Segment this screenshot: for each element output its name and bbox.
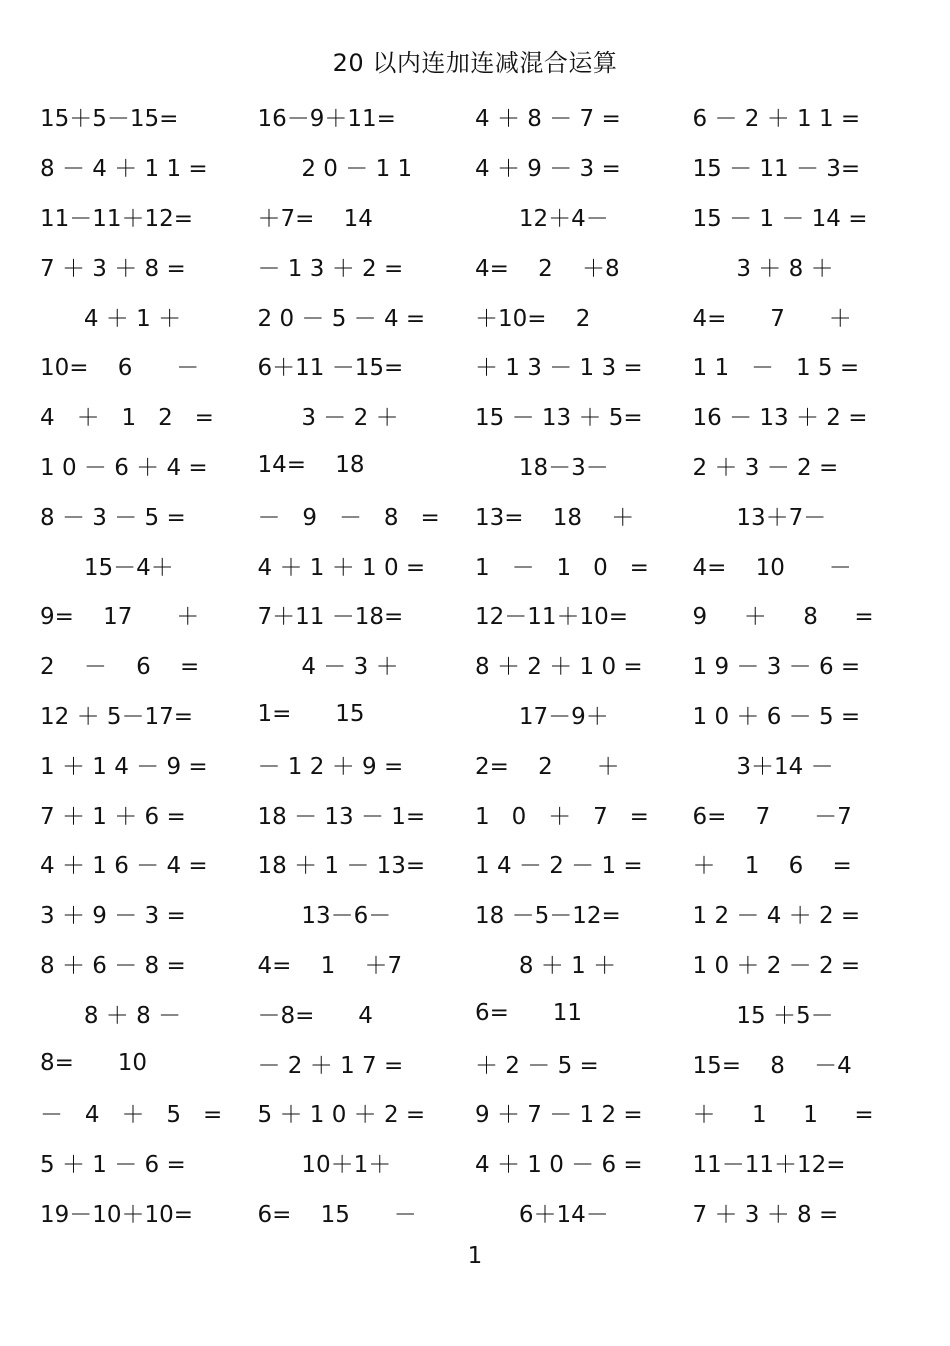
arithmetic-problem: 12＋4－	[475, 205, 609, 232]
arithmetic-problem: 2= 2 ＋	[475, 753, 620, 780]
arithmetic-problem: 1= 15	[257, 701, 365, 728]
problem-row	[40, 789, 910, 839]
problem-row	[40, 540, 910, 590]
arithmetic-problem: ＋ 1 3 － 1 3 =	[475, 355, 643, 382]
arithmetic-problem: 10= 6 －	[40, 355, 200, 382]
arithmetic-problem: 6＋11 －15=	[257, 355, 404, 382]
arithmetic-problem: － 4 ＋ 5 =	[40, 1102, 223, 1129]
problem-row	[40, 939, 910, 989]
problem-row	[40, 441, 910, 491]
arithmetic-problem: 1 4 － 2 － 1 =	[475, 853, 643, 880]
problem-row	[40, 590, 910, 640]
arithmetic-problem: 8 ＋ 8 －	[40, 1002, 182, 1029]
problem-row	[40, 1088, 910, 1138]
arithmetic-problem: ＋ 2 － 5 =	[475, 1052, 599, 1079]
arithmetic-problem: 18 ＋ 1 － 13=	[257, 853, 426, 880]
arithmetic-problem: － 9 － 8 =	[257, 504, 440, 531]
problem-row	[40, 1138, 910, 1188]
arithmetic-problem: 8 ＋ 2 ＋ 1 0 =	[475, 654, 643, 681]
problem-row	[40, 739, 910, 789]
arithmetic-problem: 8= 10	[40, 1050, 148, 1077]
arithmetic-problem: 13－6－	[257, 903, 392, 930]
arithmetic-problem: 4 － 3 ＋	[257, 654, 399, 681]
arithmetic-problem: 8 － 4 ＋ 1 1 =	[40, 156, 208, 183]
problem-row	[40, 92, 910, 142]
arithmetic-problem: － 1 3 ＋ 2 =	[257, 255, 404, 282]
arithmetic-problem: 6 － 2 ＋ 1 1 =	[692, 106, 861, 133]
arithmetic-problem: 4 ＋ 8 － 7 =	[475, 106, 621, 133]
arithmetic-problem: 2 ＋ 3 － 2 =	[692, 454, 839, 481]
arithmetic-problem: 4 ＋ 1 2 =	[40, 405, 214, 432]
arithmetic-problem: 1 0 ＋ 6 － 5 =	[692, 703, 861, 730]
arithmetic-problem: 6= 7 －7	[692, 803, 852, 830]
problem-row	[40, 291, 910, 341]
arithmetic-problem: 4 ＋ 1 6 － 4 =	[40, 853, 208, 880]
arithmetic-problem: 18－3－	[475, 454, 609, 481]
arithmetic-problem: －8= 4	[257, 1002, 373, 1029]
arithmetic-problem: 7 ＋ 3 ＋ 8 =	[692, 1201, 839, 1228]
arithmetic-problem: 1 0 － 6 ＋ 4 =	[40, 454, 208, 481]
arithmetic-problem: 18 － 13 － 1=	[257, 803, 426, 830]
arithmetic-problem: 12 ＋ 5－17=	[40, 703, 194, 730]
problem-row	[40, 839, 910, 889]
arithmetic-problem: 4 ＋ 1 ＋ 1 0 =	[257, 554, 426, 581]
arithmetic-problem: － 1 2 ＋ 9 =	[257, 753, 404, 780]
arithmetic-problem: ＋7= 14	[257, 205, 373, 232]
arithmetic-problem: 5 ＋ 1 － 6 =	[40, 1152, 186, 1179]
arithmetic-problem: 15＋5－15=	[40, 106, 179, 133]
arithmetic-problem: 1 1 － 1 5 =	[692, 355, 860, 382]
page-title: 20 以内连加连减混合运算	[332, 49, 618, 77]
arithmetic-problem: － 2 ＋ 1 7 =	[257, 1052, 404, 1079]
arithmetic-problem: 3 ＋ 8 ＋	[692, 255, 834, 282]
worksheet-grid	[40, 92, 910, 1237]
problem-row	[40, 241, 910, 291]
problem-row	[40, 391, 910, 441]
arithmetic-problem: 4 ＋ 1 0 － 6 =	[475, 1152, 643, 1179]
arithmetic-problem: 1 ＋ 1 4 － 9 =	[40, 753, 208, 780]
arithmetic-problem: 15 ＋5－	[692, 1002, 834, 1029]
arithmetic-problem: 15 － 13 ＋ 5=	[475, 405, 643, 432]
arithmetic-problem: 13＋7－	[692, 504, 827, 531]
arithmetic-problem: 8 ＋ 1 ＋	[475, 952, 617, 979]
arithmetic-problem: 7 ＋ 1 ＋ 6 =	[40, 803, 186, 830]
problem-row	[40, 988, 910, 1038]
arithmetic-problem: 6＋14－	[475, 1201, 609, 1228]
arithmetic-problem: 14= 18	[257, 452, 365, 479]
arithmetic-problem: 8 ＋ 6 － 8 =	[40, 952, 186, 979]
arithmetic-problem: 3 ＋ 9 － 3 =	[40, 903, 186, 930]
arithmetic-problem: 1 2 － 4 ＋ 2 =	[692, 903, 861, 930]
arithmetic-problem: 19－10＋10=	[40, 1201, 194, 1228]
arithmetic-problem: 4= 1 ＋7	[257, 952, 403, 979]
arithmetic-problem: 1 0 ＋ 2 － 2 =	[692, 952, 861, 979]
problem-row	[40, 1188, 910, 1238]
arithmetic-problem: 9 ＋ 7 － 1 2 =	[475, 1102, 643, 1129]
problem-row	[40, 889, 910, 939]
arithmetic-problem: 15 － 1 － 14 =	[692, 205, 868, 232]
arithmetic-problem: 7＋11 －18=	[257, 604, 404, 631]
arithmetic-problem: 1 9 － 3 － 6 =	[692, 654, 861, 681]
arithmetic-problem: ＋10= 2	[475, 305, 591, 332]
arithmetic-problem: 1 － 1 0 =	[475, 554, 649, 581]
problem-row	[40, 192, 910, 242]
arithmetic-problem: 3 － 2 ＋	[257, 405, 399, 432]
arithmetic-problem: 4 ＋ 1 ＋	[40, 305, 182, 332]
arithmetic-problem: 17－9＋	[475, 703, 609, 730]
arithmetic-problem: 15－4＋	[40, 554, 174, 581]
problem-row	[40, 490, 910, 540]
arithmetic-problem: 7 ＋ 3 ＋ 8 =	[40, 255, 186, 282]
problem-row	[40, 341, 910, 391]
arithmetic-problem: 6= 11	[475, 1000, 583, 1027]
page-number: 1	[467, 1243, 483, 1269]
arithmetic-problem: 4 ＋ 9 － 3 =	[475, 156, 621, 183]
arithmetic-problem: ＋ 1 1 =	[692, 1102, 874, 1129]
arithmetic-problem: 4= 2 ＋8	[475, 255, 620, 282]
arithmetic-problem: 4= 7 ＋	[692, 305, 852, 332]
arithmetic-problem: 8 － 3 － 5 =	[40, 504, 186, 531]
arithmetic-problem: 15 － 11 － 3=	[692, 156, 861, 183]
arithmetic-problem: 10＋1＋	[257, 1152, 392, 1179]
arithmetic-problem: 2 0 － 1 1	[257, 156, 413, 183]
arithmetic-problem: 18 －5－12=	[475, 903, 621, 930]
problem-row	[40, 640, 910, 690]
arithmetic-problem: 2 0 － 5 － 4 =	[257, 305, 426, 332]
problem-row	[40, 690, 910, 740]
arithmetic-problem: 11－11＋12=	[692, 1152, 846, 1179]
arithmetic-problem: 15= 8 －4	[692, 1052, 852, 1079]
arithmetic-problem: 3＋14 －	[692, 753, 834, 780]
arithmetic-problem: 16－9＋11=	[257, 106, 396, 133]
arithmetic-problem: 5 ＋ 1 0 ＋ 2 =	[257, 1102, 426, 1129]
problem-row	[40, 142, 910, 192]
arithmetic-problem: 9= 17 ＋	[40, 604, 200, 631]
arithmetic-problem: 4= 10 －	[692, 554, 852, 581]
arithmetic-problem: 11－11＋12=	[40, 205, 194, 232]
problem-row	[40, 1038, 910, 1088]
arithmetic-problem: 2 － 6 =	[40, 654, 200, 681]
arithmetic-problem: 6= 15 －	[257, 1201, 417, 1228]
arithmetic-problem: 9 ＋ 8 =	[692, 604, 874, 631]
arithmetic-problem: ＋ 1 6 =	[692, 853, 852, 880]
arithmetic-problem: 1 0 ＋ 7 =	[475, 803, 649, 830]
arithmetic-problem: 12－11＋10=	[475, 604, 629, 631]
arithmetic-problem: 16 － 13 ＋ 2 =	[692, 405, 868, 432]
arithmetic-problem: 13= 18 ＋	[475, 504, 635, 531]
